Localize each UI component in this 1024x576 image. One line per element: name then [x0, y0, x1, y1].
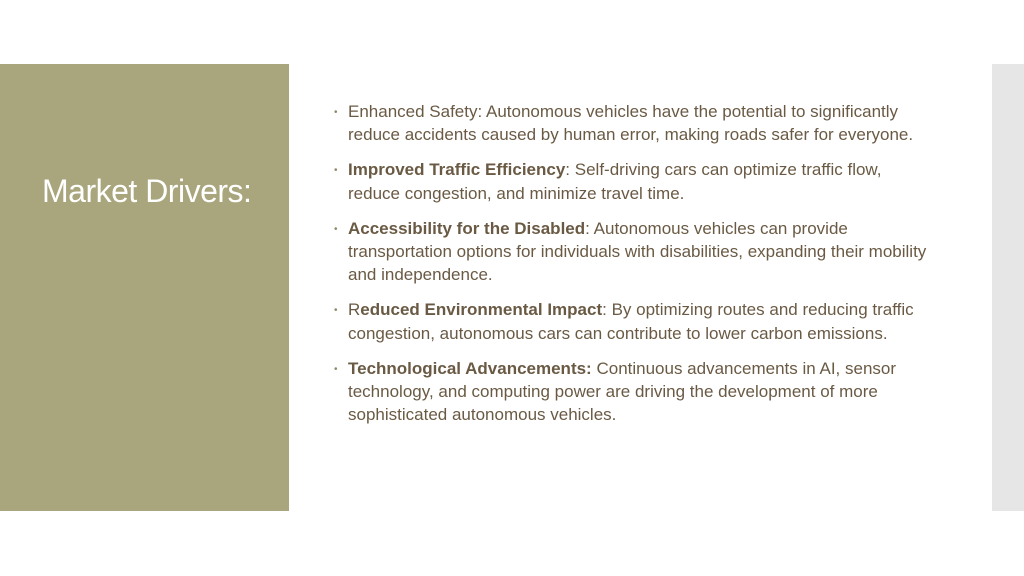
- bullet-item: [334, 100, 934, 146]
- bullet-item: [334, 217, 934, 287]
- bullet-dot-icon: •: [334, 363, 338, 375]
- bullet-dot-icon: •: [334, 107, 338, 118]
- bullet-text: : Self-driving cars can optimize traffic flow, reduce congestion, and minimize travel time.: [348, 160, 882, 203]
- bullet-bold: educed Environmental Impact: [360, 300, 603, 320]
- bullet-text: Continuous advancements in AI, sensor technology, and computing power are driving the development of more sophisticated autonomous vehicles.: [348, 358, 897, 425]
- bullet-item: [334, 158, 934, 204]
- bullet-text: Enhanced Safety: Autonomous vehicles have the potential to significantly reduce accidents caused by human error, making roads safer for everyone.: [348, 102, 914, 145]
- bullet-bold: Accessibility for the Disabled: [348, 218, 586, 238]
- bullet-text: : Autonomous vehicles can provide transportation options for individuals with disabilities, expanding their mobility and independence.: [348, 218, 927, 285]
- bullet-list: [334, 100, 934, 438]
- bullet-text: : By optimizing routes and reducing traffic congestion, autonomous cars can contribute to lower carbon emissions.: [348, 300, 914, 343]
- bullet-bold: Improved Traffic Efficiency: [348, 160, 566, 180]
- bullet-item: [334, 357, 934, 427]
- title-panel: [0, 64, 289, 511]
- bullet-item: [334, 298, 934, 344]
- side-accent-bar: [992, 64, 1024, 511]
- slide-title: Market Drivers:: [42, 173, 252, 209]
- bullet-dot-icon: •: [334, 165, 338, 177]
- bullet-dot-icon: •: [334, 223, 338, 235]
- bullet-dot-icon: •: [334, 305, 338, 317]
- bullet-prefix: R: [348, 300, 361, 320]
- bullet-bold: Technological Advancements:: [348, 358, 592, 378]
